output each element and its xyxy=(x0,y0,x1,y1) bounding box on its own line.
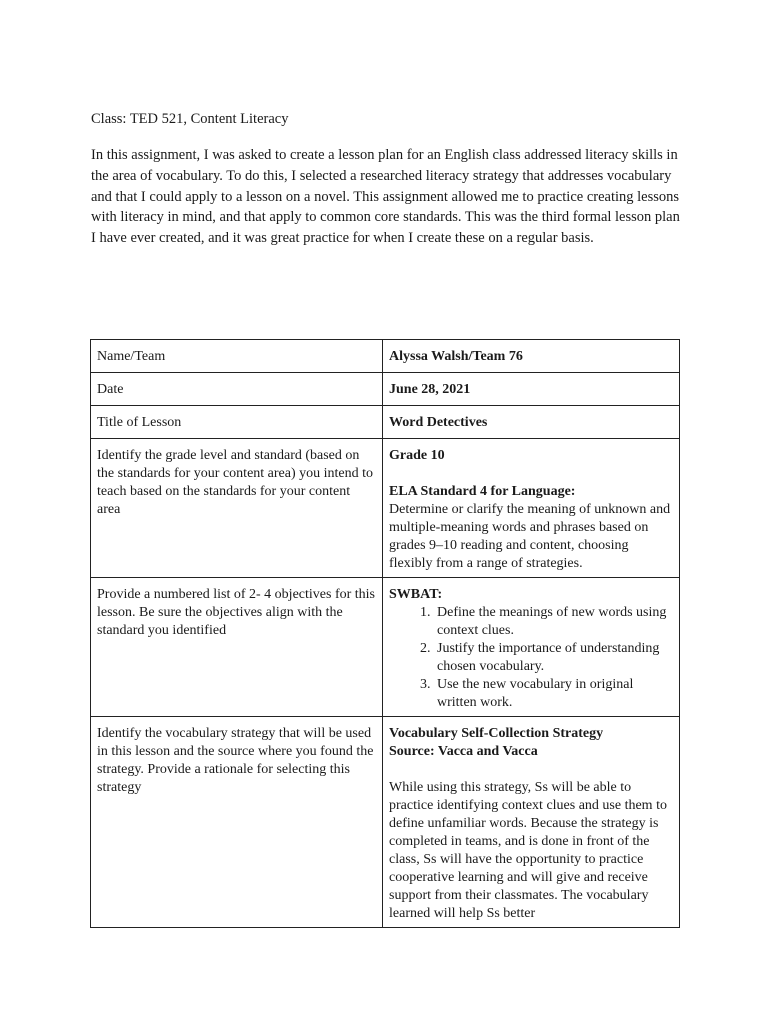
title-value: Word Detectives xyxy=(383,406,680,439)
objective-item: 2. Justify the importance of understanding chosen vocabulary. xyxy=(434,640,673,676)
date-value: June 28, 2021 xyxy=(383,373,680,406)
grade-value: Grade 10 xyxy=(389,448,445,463)
objectives-cell xyxy=(383,578,680,717)
objectives-list xyxy=(389,604,673,712)
objectives-label: Provide a numbered list of 2- 4 objectives for this lesson. Be sure the objectives align with the standard you identified xyxy=(91,578,383,717)
standard-text: Determine or clarify the meaning of unknown and multiple-meaning words and phrases based on grades 9–10 reading and content, choosing flexibly from a range of strategies. xyxy=(389,502,671,571)
objectives-heading: SWBAT: xyxy=(389,587,443,602)
strategy-name: Vocabulary Self-Collection Strategy xyxy=(389,726,604,741)
class-line: Class: TED 521, Content Literacy xyxy=(91,111,289,127)
intro-paragraph: In this assignment, I was asked to create a lesson plan for an English class addressed literacy skills in the area of vocabulary. To do this, I selected a researched literacy strategy that addresses vocabulary and that I could apply to a lesson on a novel. This assignment allowed me to practice creating lessons with literacy in mind, and that apply to common core standards. This was the third formal lesson plan I have ever created, and it was great practice for when I create these on a regular basis. xyxy=(91,147,680,247)
table-row xyxy=(91,406,680,439)
strategy-rationale: While using this strategy, Ss will be able to practice identifying context clues and use them to define unfamiliar words. Because the strategy is completed in teams, and is done in front of the class, Ss will have the opportunity to practice cooperative learning and will give and receive support from their classmates. The vocabulary learned will help Ss better xyxy=(389,780,667,921)
lesson-plan-table xyxy=(90,339,680,928)
strategy-label: Identify the vocabulary strategy that will be used in this lesson and the source where you found the strategy. Provide a rationale for selecting this strategy xyxy=(91,717,383,928)
title-label: Title of Lesson xyxy=(91,406,383,439)
name-label: Name/Team xyxy=(91,340,383,373)
table-row xyxy=(91,578,680,717)
standard-heading: ELA Standard 4 for Language: xyxy=(389,484,576,499)
name-value: Alyssa Walsh/Team 76 xyxy=(383,340,680,373)
strategy-cell xyxy=(383,717,680,928)
grade-cell xyxy=(383,439,680,578)
objective-item: 3. Use the new vocabulary in original written work. xyxy=(434,676,673,712)
date-label: Date xyxy=(91,373,383,406)
grade-label: Identify the grade level and standard (based on the standards for your content area) you intend to teach based on the standards for your content area xyxy=(91,439,383,578)
table-row xyxy=(91,439,680,578)
table-row xyxy=(91,373,680,406)
strategy-source: Source: Vacca and Vacca xyxy=(389,744,538,759)
table-row xyxy=(91,717,680,928)
table-row xyxy=(91,340,680,373)
objective-item: 1. Define the meanings of new words using context clues. xyxy=(434,604,673,640)
